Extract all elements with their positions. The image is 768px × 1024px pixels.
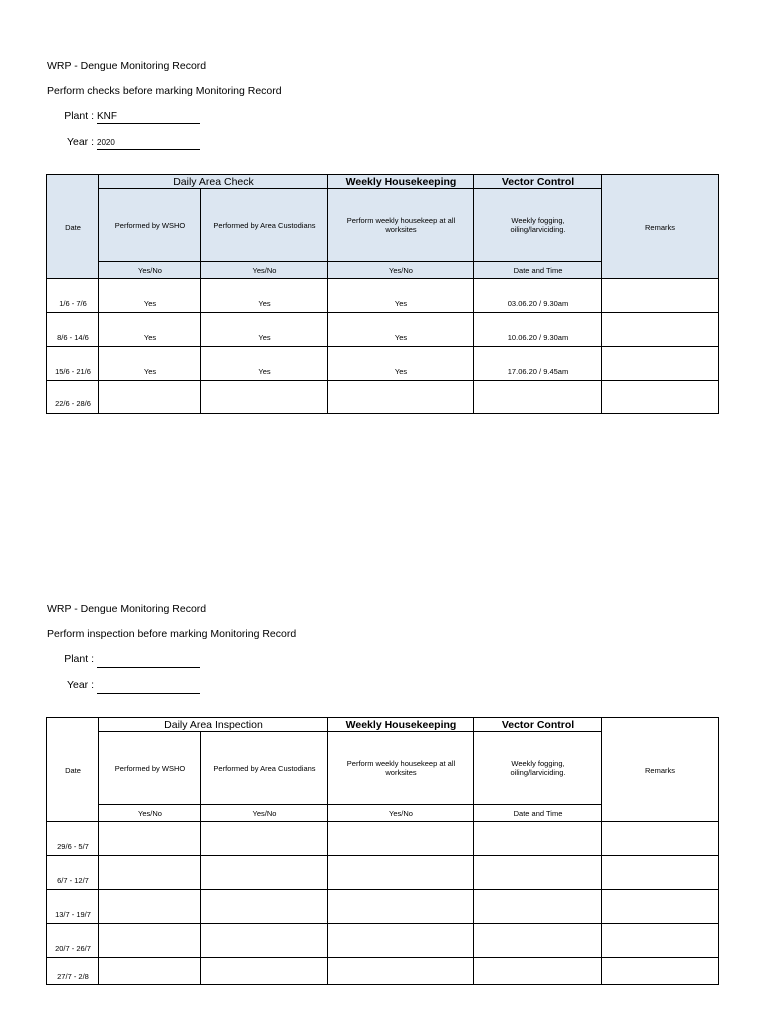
cell-vector[interactable]	[474, 890, 602, 924]
group-daily-area-check: Daily Area Check	[99, 175, 328, 189]
row-date: 27/7 - 2/8	[57, 972, 89, 981]
cell-vector[interactable]	[474, 924, 602, 958]
cell-custodians[interactable]: Yes	[258, 333, 271, 342]
grid-line	[47, 957, 718, 958]
grid-line	[327, 718, 328, 984]
cell-remarks[interactable]	[602, 381, 718, 413]
row-date: 22/6 - 28/6	[55, 399, 91, 408]
monitoring-table	[46, 174, 719, 414]
grid-line	[473, 718, 474, 984]
cell-remarks[interactable]	[602, 279, 718, 313]
year-field[interactable]	[97, 681, 200, 694]
cell-wsho[interactable]	[99, 958, 201, 984]
plant-field[interactable]	[97, 655, 200, 668]
grid-line	[200, 732, 201, 984]
cell-housekeeping[interactable]: Yes	[394, 367, 408, 376]
sub-header-wsho: Performed by WSHO	[114, 763, 186, 773]
cell-wsho[interactable]: Yes	[143, 367, 157, 376]
year-label: Year :	[66, 679, 94, 691]
cell-housekeeping[interactable]	[328, 381, 474, 413]
cell-custodians[interactable]	[201, 822, 328, 856]
group-daily-area-inspection: Daily Area Inspection	[164, 718, 263, 731]
cell-vector[interactable]	[474, 958, 602, 984]
cell-remarks[interactable]	[602, 856, 718, 890]
cell-vector[interactable]: 10.06.20 / 9.30am	[507, 333, 569, 342]
row-date: 15/6 - 21/6	[55, 367, 91, 376]
cell-custodians[interactable]	[201, 958, 328, 984]
cell-wsho[interactable]	[99, 381, 201, 413]
plant-field[interactable]: KNF	[97, 111, 200, 124]
cell-housekeeping[interactable]: Yes	[394, 299, 408, 308]
grid-line	[601, 718, 602, 984]
sub-header-housekeeping: Perform weekly housekeep at all worksites	[346, 759, 456, 777]
cell-remarks[interactable]	[602, 313, 718, 347]
year-label: Year :	[66, 136, 94, 148]
grid-line	[99, 731, 602, 732]
group-vector-control: Vector Control	[474, 175, 602, 189]
cell-wsho[interactable]: Yes	[143, 299, 157, 308]
sub-header-vector: Weekly fogging, oiling/larviciding.	[510, 759, 566, 777]
cell-housekeeping[interactable]	[328, 958, 474, 984]
grid-line	[47, 278, 718, 279]
cell-wsho[interactable]	[99, 856, 201, 890]
unit-housekeeping: Yes/No	[389, 808, 413, 818]
cell-custodians[interactable]	[201, 856, 328, 890]
sub-header-vector: Weekly fogging, oiling/larviciding.	[474, 189, 602, 261]
grid-line	[327, 175, 328, 413]
cell-remarks[interactable]	[602, 347, 718, 381]
unit-custodians: Yes/No	[252, 808, 277, 818]
record-instruction: Perform inspection before marking Monitoring Record	[47, 628, 297, 640]
sub-header-custodians: Performed by Area Custodians	[201, 189, 328, 261]
sub-header-wsho: Performed by WSHO	[99, 189, 201, 261]
cell-wsho[interactable]: Yes	[143, 333, 157, 342]
row-date: 8/6 - 14/6	[57, 333, 89, 342]
sub-header-housekeeping: Perform weekly housekeep at all worksites	[328, 189, 474, 261]
date-header: Date	[47, 175, 99, 279]
grid-line	[601, 175, 602, 413]
cell-wsho[interactable]	[99, 822, 201, 856]
record-title: WRP - Dengue Monitoring Record	[47, 60, 207, 72]
grid-line	[99, 261, 602, 262]
grid-line	[47, 380, 718, 381]
cell-remarks[interactable]	[602, 958, 718, 984]
cell-vector[interactable]	[474, 822, 602, 856]
cell-housekeeping[interactable]	[328, 822, 474, 856]
unit-wsho: Yes/No	[99, 261, 201, 279]
grid-line	[47, 312, 718, 313]
cell-vector[interactable]: 17.06.20 / 9.45am	[507, 367, 569, 376]
grid-line	[98, 175, 99, 413]
cell-housekeeping[interactable]: Yes	[394, 333, 408, 342]
grid-line	[47, 923, 718, 924]
unit-wsho: Yes/No	[138, 808, 162, 818]
cell-custodians[interactable]	[201, 924, 328, 958]
unit-vector: Date and Time	[474, 261, 602, 279]
remarks-header: Remarks	[644, 765, 675, 775]
sub-header-custodians: Performed by Area Custodians	[213, 763, 316, 773]
cell-vector[interactable]	[474, 381, 602, 413]
grid-line	[98, 718, 99, 984]
row-date: 13/7 - 19/7	[55, 910, 91, 919]
row-date: 6/7 - 12/7	[57, 876, 89, 885]
row-date: 20/7 - 26/7	[55, 944, 91, 953]
group-weekly-housekeeping: Weekly Housekeeping	[345, 718, 457, 731]
cell-housekeeping[interactable]	[328, 890, 474, 924]
unit-custodians: Yes/No	[201, 261, 328, 279]
plant-label: Plant :	[64, 110, 94, 122]
grid-line	[47, 889, 718, 890]
cell-vector[interactable]	[474, 856, 602, 890]
cell-custodians[interactable]	[201, 890, 328, 924]
cell-wsho[interactable]	[99, 924, 201, 958]
cell-remarks[interactable]	[602, 822, 718, 856]
grid-line	[99, 804, 602, 805]
cell-remarks[interactable]	[602, 890, 718, 924]
cell-remarks[interactable]	[602, 924, 718, 958]
group-weekly-housekeeping: Weekly Housekeeping	[328, 175, 474, 189]
cell-custodians[interactable]: Yes	[258, 299, 271, 308]
monitoring-table	[46, 717, 719, 985]
cell-vector[interactable]: 03.06.20 / 9.30am	[507, 299, 569, 308]
plant-label: Plant :	[64, 653, 94, 665]
unit-vector: Date and Time	[513, 808, 563, 818]
row-date: 1/6 - 7/6	[59, 299, 87, 308]
cell-housekeeping[interactable]	[328, 856, 474, 890]
record-instruction: Perform checks before marking Monitoring Record	[47, 85, 282, 97]
record-title: WRP - Dengue Monitoring Record	[47, 603, 207, 615]
grid-line	[99, 188, 602, 189]
grid-line	[47, 346, 718, 347]
year-field[interactable]: 2020	[97, 137, 200, 150]
grid-line	[47, 821, 718, 822]
cell-wsho[interactable]	[99, 890, 201, 924]
unit-housekeeping: Yes/No	[328, 261, 474, 279]
cell-custodians[interactable]	[201, 381, 328, 413]
date-header: Date	[65, 765, 81, 775]
group-vector-control: Vector Control	[501, 718, 575, 731]
grid-line	[473, 175, 474, 413]
grid-line	[47, 855, 718, 856]
cell-custodians[interactable]: Yes	[258, 367, 271, 376]
remarks-header: Remarks	[602, 175, 718, 279]
row-date: 29/6 - 5/7	[57, 842, 89, 851]
cell-housekeeping[interactable]	[328, 924, 474, 958]
